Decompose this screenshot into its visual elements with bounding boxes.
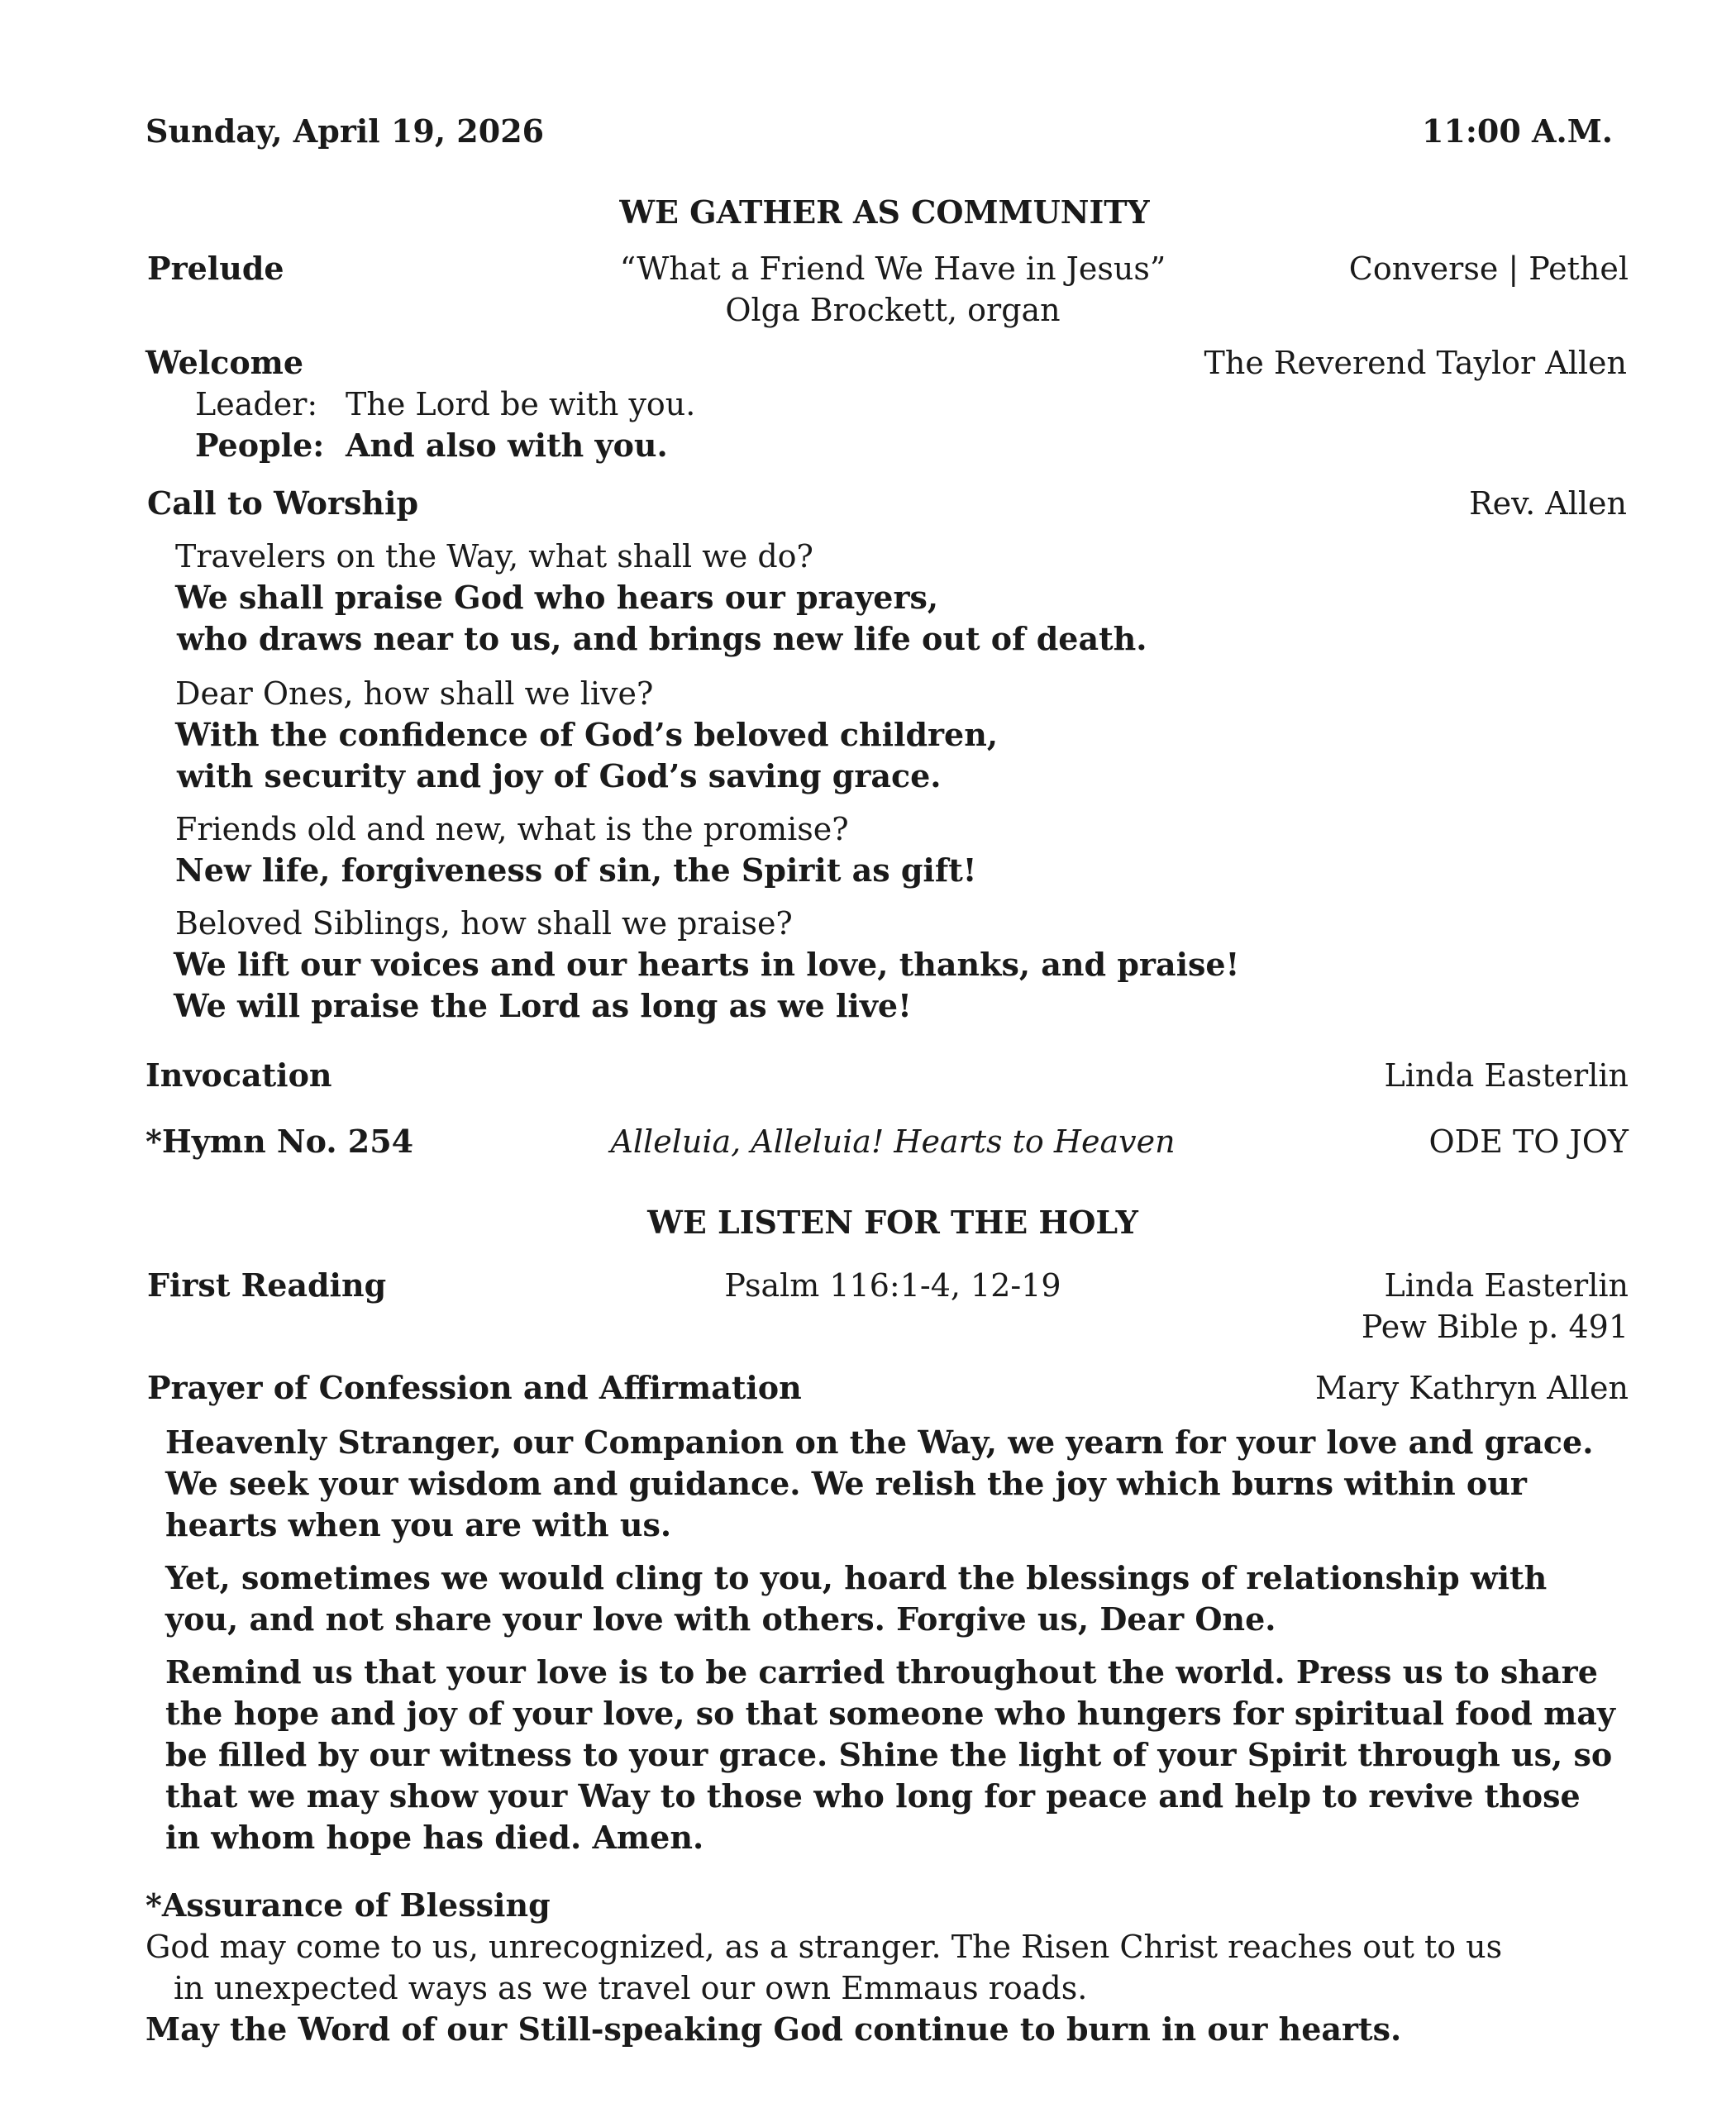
welcome-label: Welcome [145,344,304,381]
call-line: Travelers on the Way, what shall we do? [175,538,813,575]
section-heading-listen: WE LISTEN FOR THE HOLY [647,1204,1138,1241]
first-reading-reader: Linda Easterlin [1384,1267,1629,1304]
assurance-line: God may come to us, unrecognized, as a stranger. The Risen Christ reaches out to us [145,1929,1503,1965]
welcome-leader: The Reverend Taylor Allen [1204,345,1627,381]
confession-paragraph: Remind us that your love is to be carried throughout the world. Press us to share the hope and joy of your love, so that someone who hungers for spiritual food may be filled by our witness to your grace. Shine the light of your Spirit through us, so that we may show your Way to those who long for peace and help to revive those in whom hope has died. Amen. [165,1653,1615,1856]
call-line: Friends old and new, what is the promise? [175,811,849,847]
assurance-label: *Assurance of Blessing [145,1886,551,1924]
people-label: People: [195,427,325,464]
call-to-worship-leader: Rev. Allen [1469,485,1627,522]
people-text: And also with you. [346,427,668,464]
hymn-tune: ODE TO JOY [1428,1123,1629,1160]
service-date: Sunday, April 19, 2026 [145,112,545,150]
call-line: We shall praise God who hears our prayers, [175,579,939,616]
prelude-composer: Converse | Pethel [1348,250,1629,287]
section-heading-gather: WE GATHER AS COMMUNITY [619,193,1150,231]
confession-paragraph: Yet, sometimes we would cling to you, hoard the blessings of relationship with you, and not share your love with others. Forgive us, Dear One. [165,1559,1548,1638]
call-to-worship-label: Call to Worship [147,484,419,522]
first-reading-passage: Psalm 116:1-4, 12-19 [724,1267,1061,1304]
prelude-label: Prelude [147,250,284,287]
assurance-closing: May the Word of our Still-speaking God continue to burn in our hearts. [145,2010,1402,2048]
call-line: We will praise the Lord as long as we live! [174,987,912,1024]
leader-label: Leader: [195,386,318,422]
confession-label: Prayer of Confession and Affirmation [147,1369,802,1406]
call-line: Beloved Siblings, how shall we praise? [175,905,793,942]
confession-leader: Mary Kathryn Allen [1315,1370,1629,1406]
invocation-leader: Linda Easterlin [1384,1057,1629,1094]
call-line: with security and joy of God’s saving grace. [177,757,942,794]
hymn-label: *Hymn No. 254 [145,1123,414,1160]
invocation-label: Invocation [145,1056,332,1094]
first-reading-label: First Reading [147,1266,387,1304]
confession-paragraph: Heavenly Stranger, our Companion on the Way, we yearn for your love and grace. We seek your wisdom and guidance. We relish the joy which burns within our hearts when you are with us. [165,1424,1594,1543]
service-time: 11:00 A.M. [1422,112,1614,150]
call-line: We lift our voices and our hearts in love, thanks, and praise! [174,946,1240,983]
prelude-performer: Olga Brockett, organ [725,292,1061,328]
call-line: With the confidence of God’s beloved children, [175,716,999,753]
call-line: Dear Ones, how shall we live? [175,675,654,712]
call-line: who draws near to us, and brings new life out of death. [177,620,1147,657]
leader-text: The Lord be with you. [346,386,696,422]
assurance-line: in unexpected ways as we travel our own Emmaus roads. [174,1970,1088,2006]
prelude-title: “What a Friend We Have in Jesus” [619,250,1166,287]
hymn-title: Alleluia, Alleluia! Hearts to Heaven [610,1123,1176,1160]
first-reading-page: Pew Bible p. 491 [1361,1309,1629,1345]
call-line: New life, forgiveness of sin, the Spirit as gift! [175,851,977,889]
